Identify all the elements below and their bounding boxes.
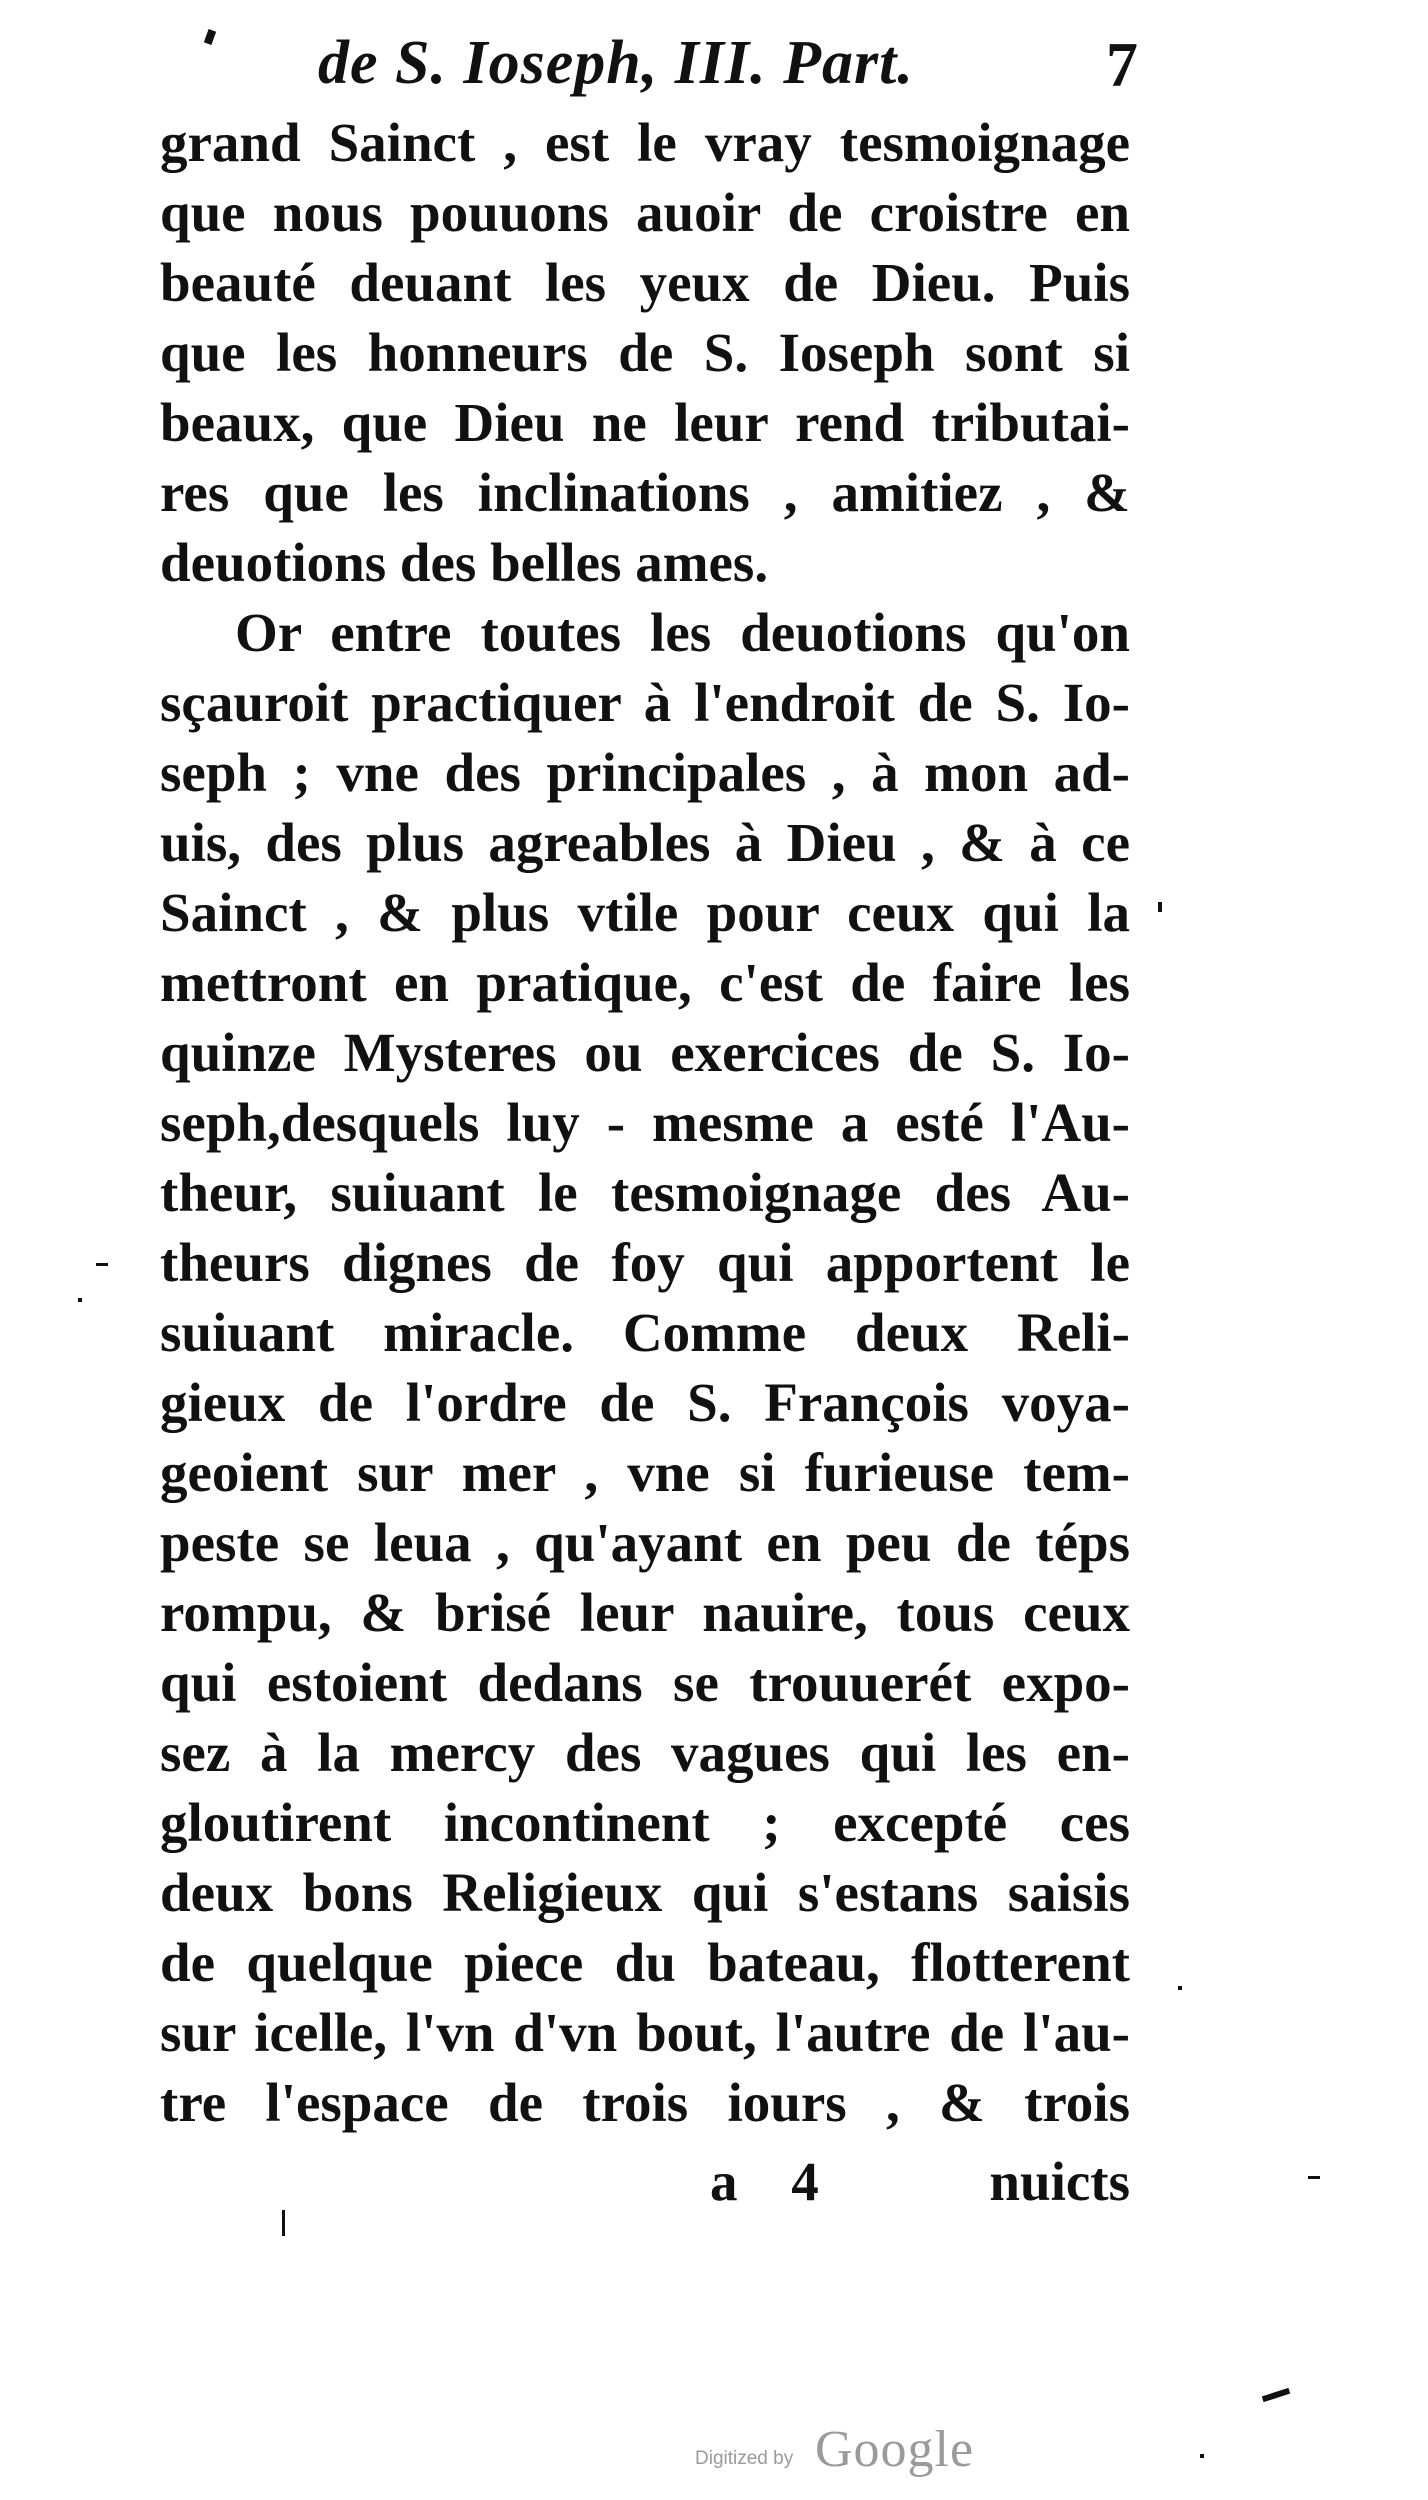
ink-speck	[1308, 2176, 1320, 2179]
text-line: seph ; vne des principales , à mon ad-	[160, 742, 1130, 803]
page-number: 7	[1106, 29, 1138, 100]
ink-speck	[78, 1298, 82, 1302]
text-line: gieux de l'ordre de S. François voya-	[160, 1372, 1130, 1433]
text-line: beauté deuant les yeux de Dieu. Puis	[160, 252, 1130, 313]
text-line: theurs dignes de foy qui apportent le	[160, 1232, 1130, 1293]
text-line: tre l'espace de trois iours , & trois	[160, 2072, 1130, 2133]
text-line: deuotions des belles ames.	[160, 532, 769, 593]
text-line: qui estoient dedans se trouuerét expo-	[160, 1652, 1130, 1713]
ink-speck	[1158, 902, 1162, 912]
ink-speck	[204, 29, 216, 45]
digitized-watermark	[695, 2420, 1095, 2490]
running-title: de S. Ioseph, III. Part.	[318, 29, 914, 97]
text-line: que nous pouuons auoir de croistre en	[160, 182, 1130, 243]
text-line: sçauroit practiquer à l'endroit de S. Io-	[160, 672, 1130, 733]
text-line: suiuant miracle. Comme deux Reli-	[160, 1302, 1130, 1363]
text-line: sur icelle, l'vn d'vn bout, l'autre de l'au-	[160, 2002, 1130, 2063]
text-line: que les honneurs de S. Ioseph sont si	[160, 322, 1130, 383]
text-line: quinze Mysteres ou exercices de S. Io-	[160, 1022, 1130, 1083]
text-line: deux bons Religieux qui s'estans saisis	[160, 1862, 1130, 1923]
text-line: beaux, que Dieu ne leur rend tributai-	[160, 392, 1130, 453]
signature-mark: a 4	[710, 2151, 839, 2212]
text-line: gloutirent incontinent ; excepté ces	[160, 1792, 1130, 1853]
text-line: theur, suiuant le tesmoignage des Au-	[160, 1162, 1130, 1223]
text-line: Or entre toutes les deuotions qu'on	[235, 602, 1130, 663]
digitized-prefix: Digitized by	[695, 2448, 794, 2469]
text-line: seph,desquels luy - mesme a esté l'Au-	[160, 1092, 1130, 1153]
body-text	[160, 108, 1130, 2138]
google-logo: Google	[815, 2421, 975, 2478]
text-line: de quelque piece du bateau, flotterent	[160, 1932, 1130, 1993]
text-line: Sainct , & plus vtile pour ceux qui la	[160, 882, 1130, 943]
ink-speck	[96, 1263, 108, 1266]
text-line: res que les inclinations , amitiez , &	[160, 462, 1130, 523]
page-footer	[160, 2150, 1130, 2220]
catchword: nuicts	[989, 2151, 1130, 2212]
ink-speck	[1262, 2388, 1290, 2402]
ink-speck	[1178, 1986, 1182, 1990]
running-head	[318, 28, 1138, 108]
text-line: geoient sur mer , vne si furieuse tem-	[160, 1442, 1130, 1503]
text-line: sez à la mercy des vagues qui les en-	[160, 1722, 1130, 1783]
text-line: peste se leua , qu'ayant en peu de téps	[160, 1512, 1130, 1573]
text-line: rompu, & brisé leur nauire, tous ceux	[160, 1582, 1130, 1643]
text-line: mettront en pratique, c'est de faire les	[160, 952, 1130, 1013]
ink-speck	[1200, 2454, 1204, 2458]
text-line: grand Sainct , est le vray tesmoignage	[160, 112, 1130, 173]
text-line: uis, des plus agreables à Dieu , & à ce	[160, 812, 1130, 873]
